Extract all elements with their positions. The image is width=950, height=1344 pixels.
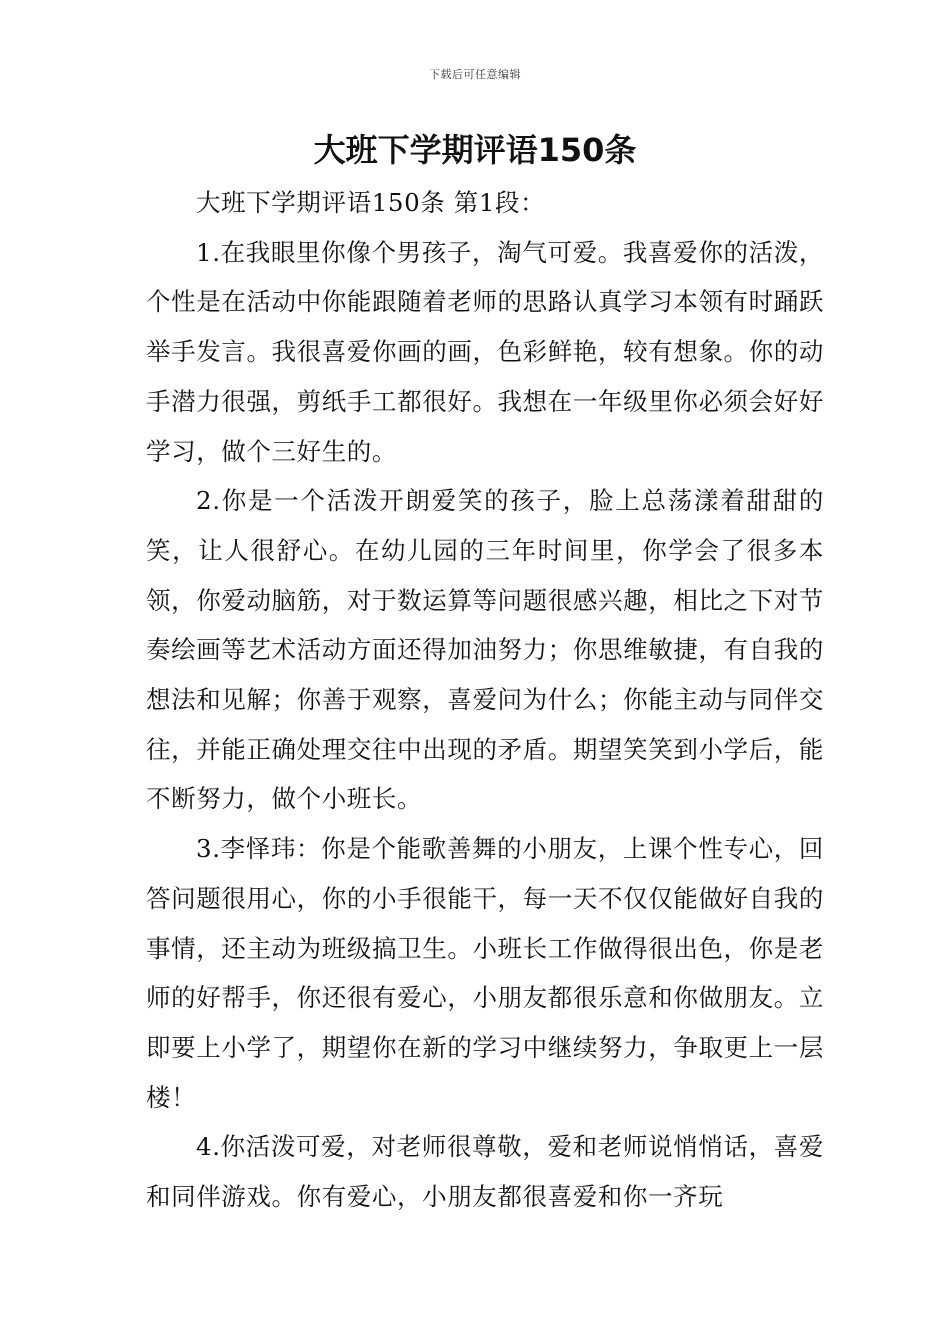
comment-paragraph-3: 3.李怿玮：你是个能歌善舞的小朋友，上课个性专心，回答问题很用心，你的小手很能干，每一天不仅仅能做好自我的事情，还主动为班级搞卫生。小班长工作做得很出色，你是老师的好帮手，你还很有爱心，小朋友都很乐意和你做朋友。立即要上小学了，期望你在新的学习中继续努力，争取更上一层楼！ <box>146 834 824 1112</box>
document-body <box>146 178 824 1222</box>
comment-paragraph-2: 2.你是一个活泼开朗爱笑的孩子，脸上总荡漾着甜甜的笑，让人很舒心。在幼儿园的三年时间里，你学会了很多本领，你爱动脑筋，对于数运算等问题很感兴趣，相比之下对节奏绘画等艺术活动方面还得加油努力；你思维敏捷，有自我的想法和见解；你善于观察，喜爱问为什么；你能主动与同伴交往，并能正确处理交往中出现的矛盾。期望笑笑到小学后，能不断努力，做个小班长。 <box>146 486 824 814</box>
comment-paragraph-4: 4.你活泼可爱，对老师很尊敬，爱和老师说悄悄话，喜爱和同伴游戏。你有爱心，小朋友都很喜爱和你一齐玩 <box>146 1132 824 1212</box>
header-note: 下载后可任意编辑 <box>429 68 521 81</box>
comment-paragraph-1: 1.在我眼里你像个男孩子，淘气可爱。我喜爱你的活泼，个性是在活动中你能跟随着老师的思路认真学习本领有时踊跃举手发言。我很喜爱你画的画，色彩鲜艳，较有想象。你的动手潜力很强，剪纸手工都很好。我想在一年级里你必须会好好学习，做个三好生的。 <box>146 237 824 466</box>
document-title: 大班下学期评语150条 <box>313 131 637 169</box>
section-heading: 大班下学期评语150条 第1段： <box>196 188 546 217</box>
